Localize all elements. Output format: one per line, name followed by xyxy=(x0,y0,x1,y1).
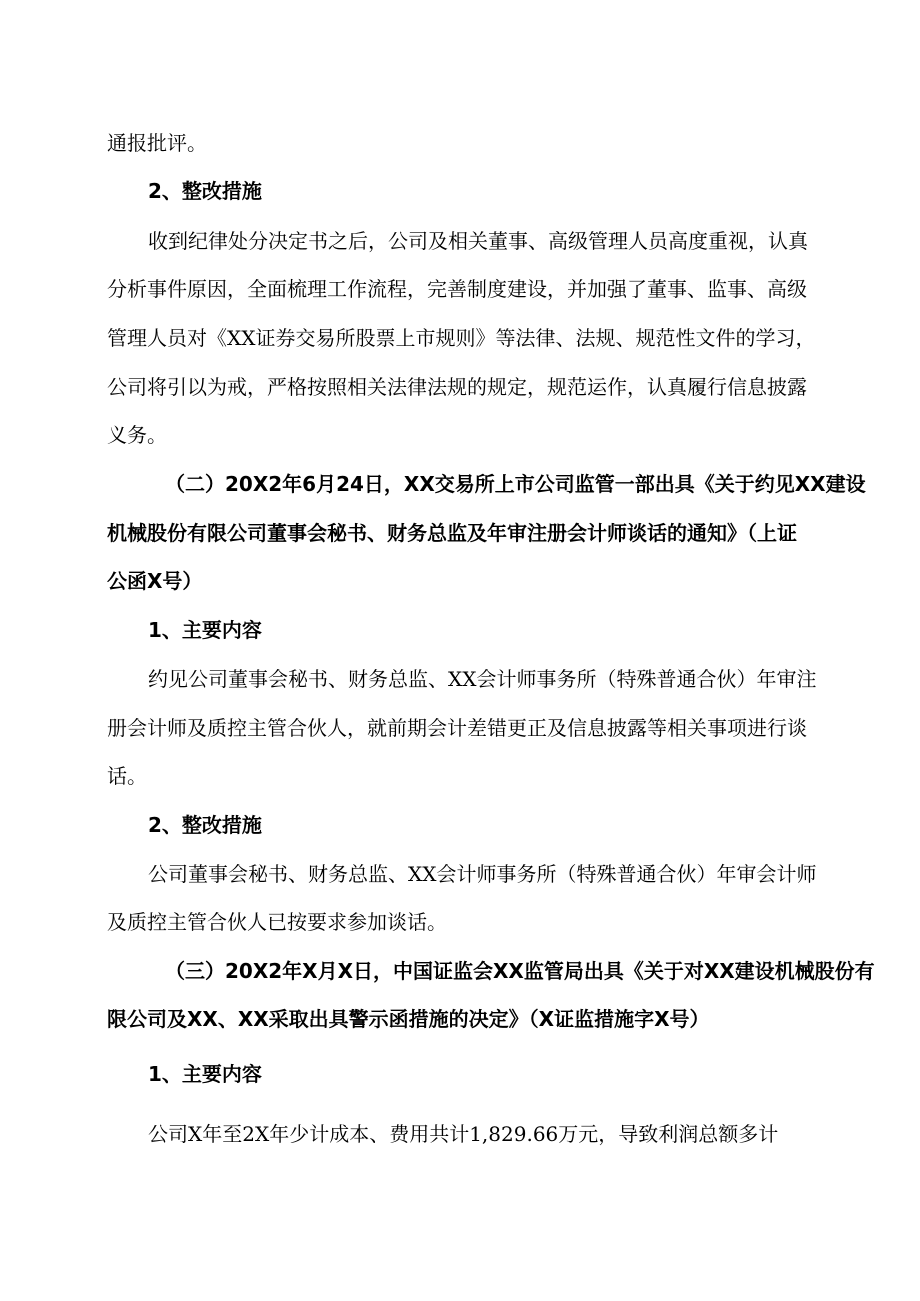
paragraph-line: 公司董事会秘书、财务总监、XX会计师事务所（特殊普通合伙）年审会计师 xyxy=(148,862,817,886)
paragraph-line: 及质控主管合伙人已按要求参加谈话。 xyxy=(107,910,447,934)
paragraph-line: 通报批评。 xyxy=(107,131,207,155)
item-heading: 公函X号） xyxy=(107,569,203,593)
section-heading: 2、整改措施 xyxy=(148,179,262,203)
paragraph-line: 管理人员对《XX证券交易所股票上市规则》等法律、法规、规范性文件的学习， xyxy=(107,326,816,350)
paragraph-line: 义务。 xyxy=(107,423,167,447)
paragraph-line: 分析事件原因，全面梳理工作流程，完善制度建设，并加强了董事、监事、高级 xyxy=(107,277,807,301)
item-heading: 机械股份有限公司董事会秘书、财务总监及年审注册会计师谈话的通知》（上证 xyxy=(107,521,797,545)
section-heading: 1、主要内容 xyxy=(148,618,262,642)
section-heading: 1、主要内容 xyxy=(148,1062,262,1086)
item-heading: （二）20X2年6月24日，XX交易所上市公司监管一部出具《关于约见XX建设 xyxy=(165,472,866,496)
paragraph-line: 公司将引以为戒，严格按照相关法律法规的规定，规范运作，认真履行信息披露 xyxy=(107,375,807,399)
paragraph-line: 收到纪律处分决定书之后，公司及相关董事、高级管理人员高度重视，认真 xyxy=(148,229,808,253)
paragraph-line: 公司X年至2X年少计成本、费用共计1,829.66万元，导致利润总额多计 xyxy=(148,1122,779,1146)
paragraph-line: 册会计师及质控主管合伙人，就前期会计差错更正及信息披露等相关事项进行谈 xyxy=(107,716,807,740)
section-heading: 2、整改措施 xyxy=(148,813,262,837)
item-heading: 限公司及XX、XX采取出具警示函措施的决定》（X证监措施字X号） xyxy=(107,1007,710,1031)
paragraph-line: 话。 xyxy=(107,764,147,788)
item-heading: （三）20X2年X月X日，中国证监会XX监管局出具《关于对XX建设机械股份有 xyxy=(165,959,875,983)
paragraph-line: 约见公司董事会秘书、财务总监、XX会计师事务所（特殊普通合伙）年审注 xyxy=(148,667,817,691)
